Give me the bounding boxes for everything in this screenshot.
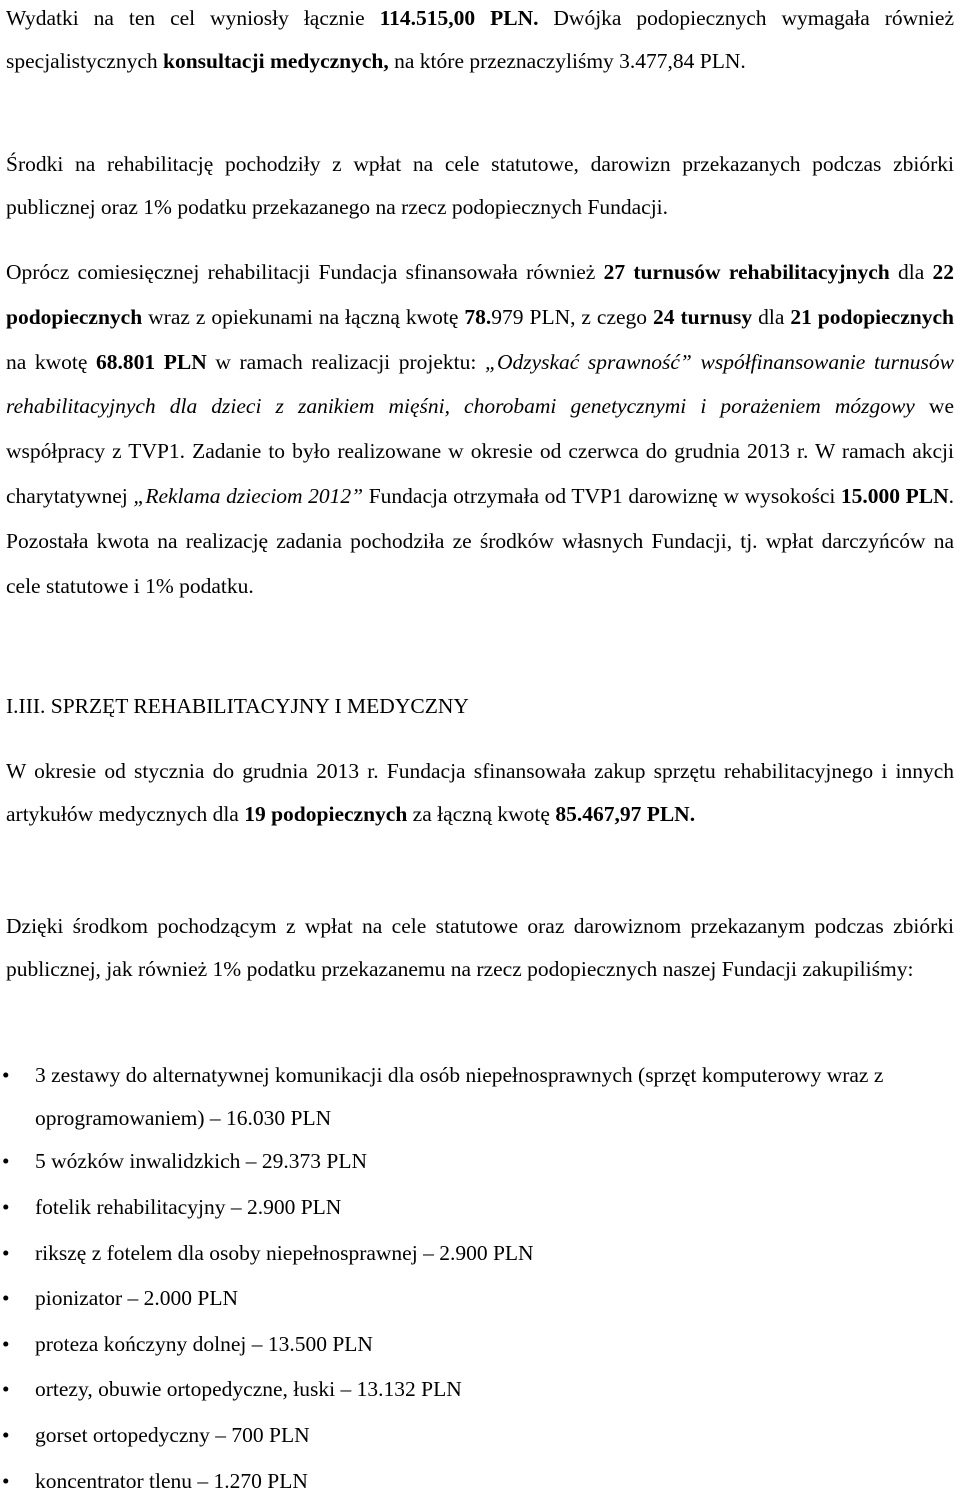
list-item-text: koncentrator tlenu – 1.270 PLN — [35, 1468, 308, 1493]
beneficiaries-count: 19 podopiecznych — [244, 802, 408, 827]
bullet-icon: • — [2, 1468, 10, 1493]
paragraph-purchases-intro: Dzięki środkom pochodzącym z wpłat na cele statutowe oraz darowiznom przekazanym podczas zbiórki publicznej, jak również 1% podatku przekazanemu na rzecz podopiecznych naszej Fundacji zakupiliśmy: — [6, 914, 954, 982]
turnusy-count: 27 turnusów rehabilitacyjnych — [603, 260, 890, 284]
bullet-icon: • — [2, 1063, 10, 1087]
amount: 68.801 PLN — [96, 349, 207, 374]
list-item — [0, 1459, 955, 1504]
text: w ramach realizacji projektu: — [206, 349, 485, 374]
bullet-icon: • — [2, 1377, 10, 1402]
text: Wydatki na ten cel wyniosły łącznie — [6, 6, 380, 30]
text: dla — [889, 260, 933, 284]
list-item — [0, 1054, 955, 1139]
text: na które przeznaczyliśmy 3.477,84 PLN. — [388, 49, 746, 74]
list-item-text: proteza kończyny dolnej – 13.500 PLN — [35, 1331, 373, 1356]
text: za łączną kwotę — [407, 802, 556, 827]
text: 979 PLN, z czego — [491, 304, 654, 329]
bullet-icon: • — [2, 1195, 10, 1219]
list-item-text: pionizator – 2.000 PLN — [35, 1286, 239, 1311]
bullet-icon: • — [2, 1286, 10, 1311]
list-item — [0, 1231, 955, 1277]
text: we współpracy z TVP1. Zadanie to było realizowane w okresie od czerwca do grudnia 2013 r. W ramach akcji charytatywnej — [6, 394, 954, 508]
section-heading: I.III. SPRZĘT REHABILITACYJNY I MEDYCZNY — [6, 694, 469, 718]
list-item-text: fotelik rehabilitacyjny – 2.900 PLN — [35, 1195, 342, 1219]
medical-consultations: konsultacji medycznych, — [163, 49, 389, 74]
text: W okresie od stycznia do grudnia 2013 r. Fundacja sfinansowała zakup sprzętu rehabilitacyjnego i innych artykułów medycznych dla — [6, 759, 954, 827]
amount: 78. — [464, 304, 492, 329]
list-item — [0, 1276, 955, 1322]
list-item-text: gorset ortopedyczny – 700 PLN — [35, 1422, 310, 1447]
list-item — [0, 1367, 955, 1413]
beneficiaries-count: 22 podopiecznych — [6, 260, 954, 329]
bullet-icon: • — [2, 1422, 10, 1447]
amount: 114.515,00 PLN. — [379, 6, 539, 30]
list-item-text: ortezy, obuwie ortopedyczne, łuski – 13.132 PLN — [35, 1377, 462, 1402]
purchases-list — [0, 1054, 960, 1504]
text: . Pozostała kwota na realizację zadania pochodziła ze środków własnych Fundacji, tj. wpłat darczyńców na cele statutowe i 1% podatku. — [6, 483, 955, 598]
paragraph-expenses — [6, 0, 954, 84]
list-item — [0, 1322, 955, 1368]
project-subtitle: współfinansowanie turnusów rehabilitacyjnych dla dzieci z zanikiem mięśni, chorobami genetycznymi i porażeniem mózgowy — [6, 349, 954, 419]
list-item-text: 3 zestawy do alternatywnej komunikacji dla osób niepełnosprawnych (sprzęt komputerowy wraz z oprogramowaniem) – 16.030 PLN — [35, 1063, 884, 1130]
list-item — [0, 1413, 955, 1459]
list-item — [0, 1185, 955, 1231]
campaign-title: „Reklama dzieciom 2012” — [133, 483, 364, 508]
project-title: „Odzyskać sprawność” — [484, 349, 692, 374]
list-item — [0, 1139, 955, 1185]
text: Oprócz comiesięcznej rehabilitacji Fundacja sfinansowała również — [6, 260, 604, 284]
bullet-icon: • — [2, 1240, 10, 1265]
turnusy-count: 24 turnusy — [653, 304, 753, 329]
text: Dwójka podopiecznych wymagała również specjalistycznych — [6, 6, 954, 74]
total-amount: 85.467,97 PLN. — [555, 802, 696, 827]
text: Fundacja otrzymała od TVP1 darowiznę w wysokości — [363, 483, 841, 508]
paragraph-turnusy — [6, 250, 954, 608]
list-item-text: 5 wózków inwalidzkich – 29.373 PLN — [35, 1149, 368, 1174]
list-item-text: rikszę z fotelem dla osoby niepełnosprawnej – 2.900 PLN — [35, 1240, 534, 1265]
beneficiaries-count: 21 podopiecznych — [790, 304, 954, 329]
donation-amount: 15.000 PLN — [840, 483, 949, 508]
paragraph-equipment — [6, 750, 954, 837]
bullet-icon: • — [2, 1149, 10, 1174]
paragraph-funding-sources: Środki na rehabilitację pochodziły z wpłat na cele statutowe, darowizn przekazanych podczas zbiórki publicznej oraz 1% podatku przekazanego na rzecz podopiecznych Fundacji. — [6, 152, 954, 220]
bullet-icon: • — [2, 1331, 10, 1356]
text: wraz z opiekunami na łączną kwotę — [142, 304, 465, 329]
text: dla — [752, 304, 791, 329]
text: na kwotę — [6, 349, 97, 374]
